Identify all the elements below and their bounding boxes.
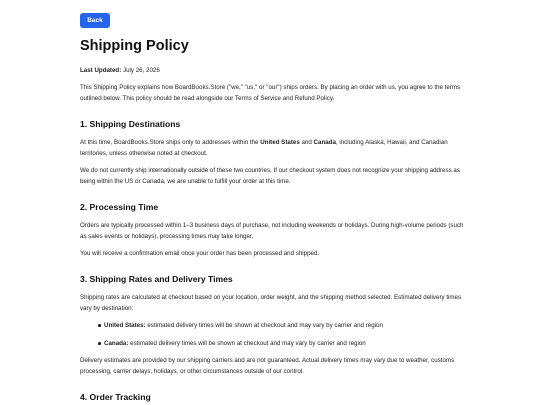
destinations-and: and bbox=[299, 139, 314, 146]
last-updated-label: Last Updated: bbox=[80, 67, 122, 74]
last-updated-value: July 26, 2026 bbox=[123, 67, 160, 74]
back-button[interactable]: Back bbox=[80, 13, 110, 28]
destinations-canada: Canada bbox=[313, 139, 336, 146]
rates-bullet-us bbox=[104, 320, 464, 331]
section-heading-destinations: 1. Shipping Destinations bbox=[80, 119, 181, 129]
last-updated bbox=[80, 65, 465, 76]
destinations-paragraph-1 bbox=[80, 137, 465, 160]
section-heading-tracking: 4. Order Tracking bbox=[80, 392, 151, 402]
destinations-us: United States bbox=[260, 139, 300, 146]
processing-paragraph-2: You will receive a confirmation email once your order has been processed and shipped. bbox=[80, 250, 320, 257]
intro-paragraph: This Shipping Policy explains how BoardBooks.Store ("we," "us," or "our") ships orders. By placing an order with us, you agree to the terms outlined below. This policy should be read alongside our Terms of Service and Refund Policy. bbox=[80, 84, 461, 103]
section-heading-processing: 2. Processing Time bbox=[80, 202, 159, 212]
section-heading-rates: 3. Shipping Rates and Delivery Times bbox=[80, 274, 233, 284]
rates-paragraph-1: Shipping rates are calculated at checkout based on your location, order weight, and the shipping method selected. Estimated delivery times vary by destination: bbox=[80, 294, 462, 313]
page-title: Shipping Policy bbox=[80, 38, 189, 54]
bullet-label: United States: bbox=[104, 322, 146, 329]
bullet-text: estimated delivery times will be shown at checkout and may vary by carrier and region bbox=[145, 322, 383, 329]
rates-bullet-canada bbox=[104, 338, 464, 349]
rates-paragraph-2: Delivery estimates are provided by our shipping carriers and are not guaranteed. Actual delivery times may vary due to weather, customs processing, carrier delays, holidays, or other circumstances outside of our control. bbox=[80, 357, 455, 376]
destinations-text-a: At this time, BoardBooks.Store ships only to addresses within the bbox=[80, 139, 261, 146]
destinations-text-b: , including Alaska, Hawaii, and Canadian territories, unless otherwise noted at checkout. bbox=[80, 139, 448, 158]
bullet-label: Canada: bbox=[104, 340, 129, 347]
destinations-paragraph-2: We do not currently ship internationally outside of these two countries. If our checkout system does not recognize your shipping address as being within the US or Canada, we are unable to fulfill your order at this time. bbox=[80, 167, 460, 186]
bullet-text: estimated delivery times will be shown at checkout and may vary by carrier and region bbox=[128, 340, 366, 347]
processing-paragraph-1: Orders are typically processed within 1–3 business days of purchase, not including weekends or holidays. During high-volume periods (such as sales events or holidays), processing times may take longer. bbox=[80, 222, 464, 241]
